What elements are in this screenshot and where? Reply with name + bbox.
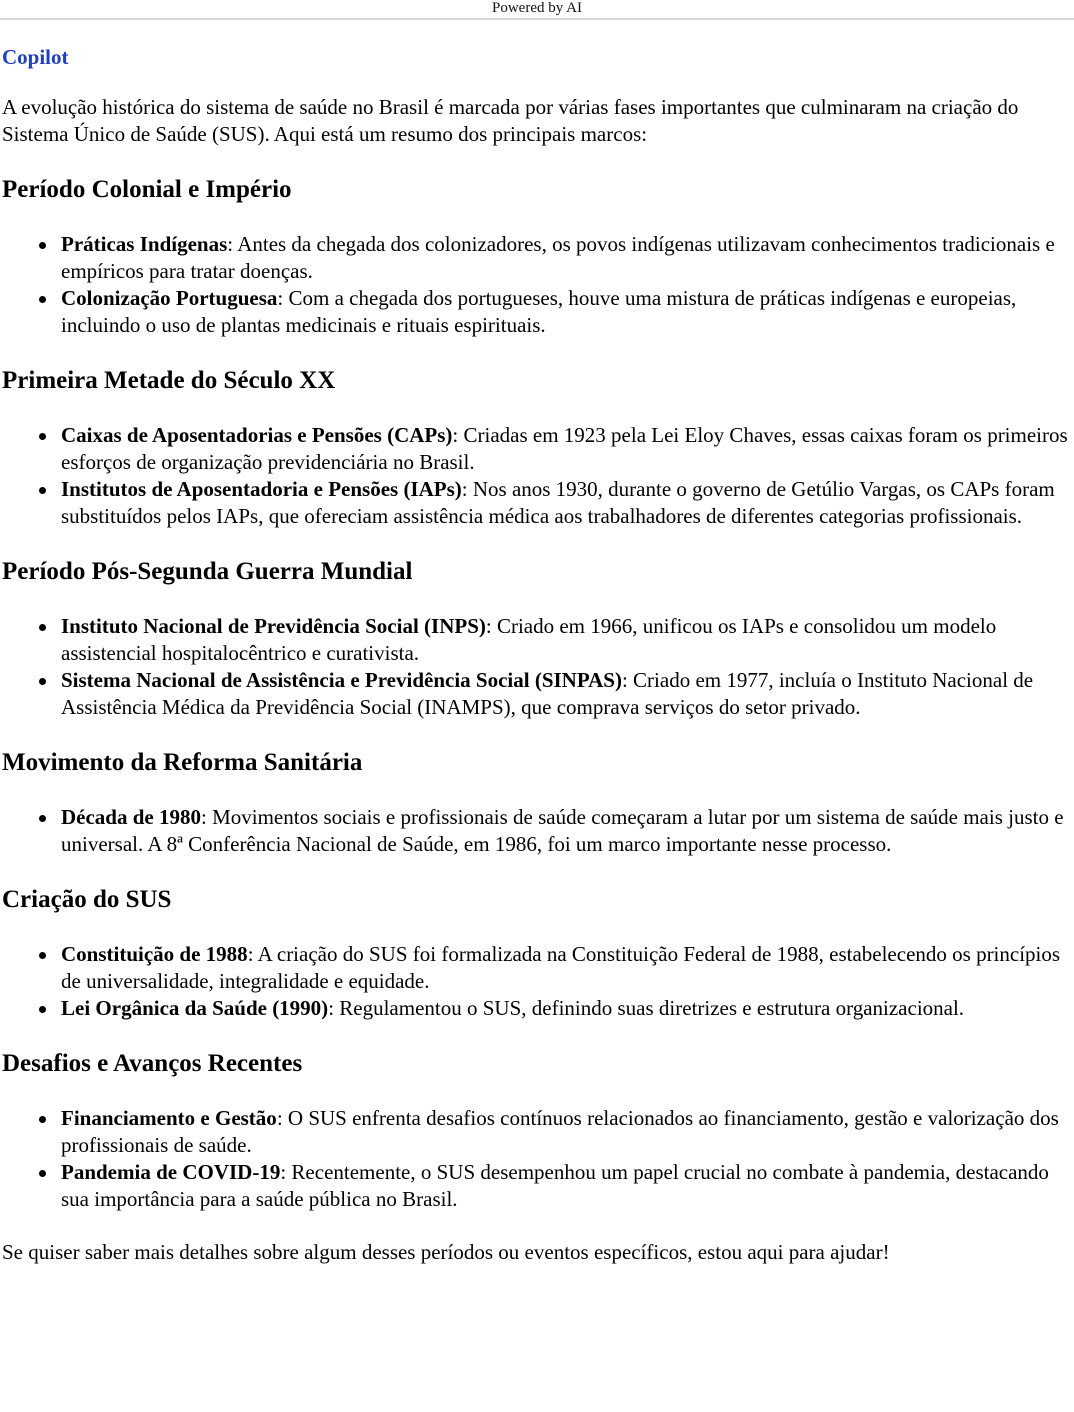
section-heading: Desafios e Avanços Recentes — [2, 1050, 303, 1077]
intro-paragraph: A evolução histórica do sistema de saúde no Brasil é marcada por várias fases importantes que culminaram na criação do Sistema Único de Saúde (SUS). Aqui está um resumo dos principais marcos: — [2, 95, 1019, 146]
list-item-term: Financiamento e Gestão — [61, 1106, 277, 1130]
bullet-list — [2, 804, 1074, 858]
bullet-list — [2, 941, 1074, 1022]
list-item-text: : Com a chegada dos portugueses, houve uma mistura de práticas indígenas e europeias, incluindo o uso de plantas medicinais e rituais espirituais. — [61, 286, 1017, 337]
section-desafios — [2, 1049, 1074, 1213]
section-seculo-xx — [2, 366, 1074, 530]
list-item — [61, 1105, 1074, 1159]
bullet-list — [2, 231, 1074, 339]
list-item-term: Sistema Nacional de Assistência e Previdência Social (SINPAS) — [61, 668, 622, 692]
list-item-text: : Regulamentou o SUS, definindo suas diretrizes e estrutura organizacional. — [328, 996, 965, 1020]
list-item — [61, 1159, 1074, 1213]
list-item — [61, 422, 1074, 476]
section-reforma-sanitaria — [2, 748, 1074, 858]
list-item-term: Institutos de Aposentadoria e Pensões (IAPs) — [61, 477, 462, 501]
list-item-text: : Criado em 1977, incluía o Instituto Nacional de Assistência Médica da Previdência Social (INAMPS), que comprava serviços do setor privado. — [61, 668, 1034, 719]
list-item-term: Práticas Indígenas — [61, 232, 228, 256]
list-item — [61, 804, 1074, 858]
list-item — [61, 995, 1074, 1022]
list-item-term: Instituto Nacional de Previdência Social (INPS) — [61, 614, 486, 638]
list-item-text: : A criação do SUS foi formalizada na Constituição Federal de 1988, estabelecendo os princípios de universalidade, integralidade e equidade. — [61, 942, 1061, 993]
list-item-term: Colonização Portuguesa — [61, 286, 278, 310]
list-item-text: : Criado em 1966, unificou os IAPs e consolidou um modelo assistencial hospitalocêntrico e curativista. — [61, 614, 997, 665]
list-item-text: : Movimentos sociais e profissionais de saúde começaram a lutar por um sistema de saúde mais justo e universal. A 8ª Conferência Nacional de Saúde, em 1986, foi um marco importante nesse processo. — [61, 805, 1064, 856]
list-item — [61, 231, 1074, 285]
section-heading: Criação do SUS — [2, 886, 172, 913]
list-item-text: : Antes da chegada dos colonizadores, os povos indígenas utilizavam conhecimentos tradicionais e empíricos para tratar doenças. — [61, 232, 1055, 283]
section-pos-guerra — [2, 557, 1074, 721]
list-item — [61, 941, 1074, 995]
list-item — [61, 667, 1074, 721]
powered-by-banner: Powered by AI — [0, 0, 1074, 20]
list-item-text: : Recentemente, o SUS desempenhou um papel crucial no combate à pandemia, destacando sua importância para a saúde pública no Brasil. — [61, 1160, 1049, 1211]
section-heading: Período Pós-Segunda Guerra Mundial — [2, 558, 413, 585]
sender-name: Copilot — [2, 45, 69, 69]
list-item — [61, 476, 1074, 530]
list-item — [61, 613, 1074, 667]
list-item-text: : O SUS enfrenta desafios contínuos relacionados ao financiamento, gestão e valorização dos profissionais de saúde. — [61, 1106, 1059, 1157]
list-item-term: Lei Orgânica da Saúde (1990) — [61, 996, 329, 1020]
bullet-list — [2, 1105, 1074, 1213]
section-heading: Primeira Metade do Século XX — [2, 367, 336, 394]
bullet-list — [2, 613, 1074, 721]
list-item — [61, 285, 1074, 339]
list-item-term: Pandemia de COVID-19 — [61, 1160, 281, 1184]
section-heading: Movimento da Reforma Sanitária — [2, 749, 363, 776]
list-item-term: Década de 1980 — [61, 805, 201, 829]
section-criacao-sus — [2, 885, 1074, 1022]
list-item-text: : Nos anos 1930, durante o governo de Getúlio Vargas, os CAPs foram substituídos pelos IAPs, que ofereciam assistência médica aos trabalhadores de diferentes categorias profissionais. — [61, 477, 1055, 528]
section-colonial — [2, 175, 1074, 339]
list-item-term: Constituição de 1988 — [61, 942, 248, 966]
list-item-text: : Criadas em 1923 pela Lei Eloy Chaves, essas caixas foram os primeiros esforços de organização previdenciária no Brasil. — [61, 423, 1068, 474]
bullet-list — [2, 422, 1074, 530]
chat-message — [2, 40, 1074, 1266]
section-heading: Período Colonial e Império — [2, 176, 292, 203]
closing-paragraph: Se quiser saber mais detalhes sobre algum desses períodos ou eventos específicos, estou aqui para ajudar! — [2, 1240, 890, 1264]
list-item-term: Caixas de Aposentadorias e Pensões (CAPs) — [61, 423, 453, 447]
